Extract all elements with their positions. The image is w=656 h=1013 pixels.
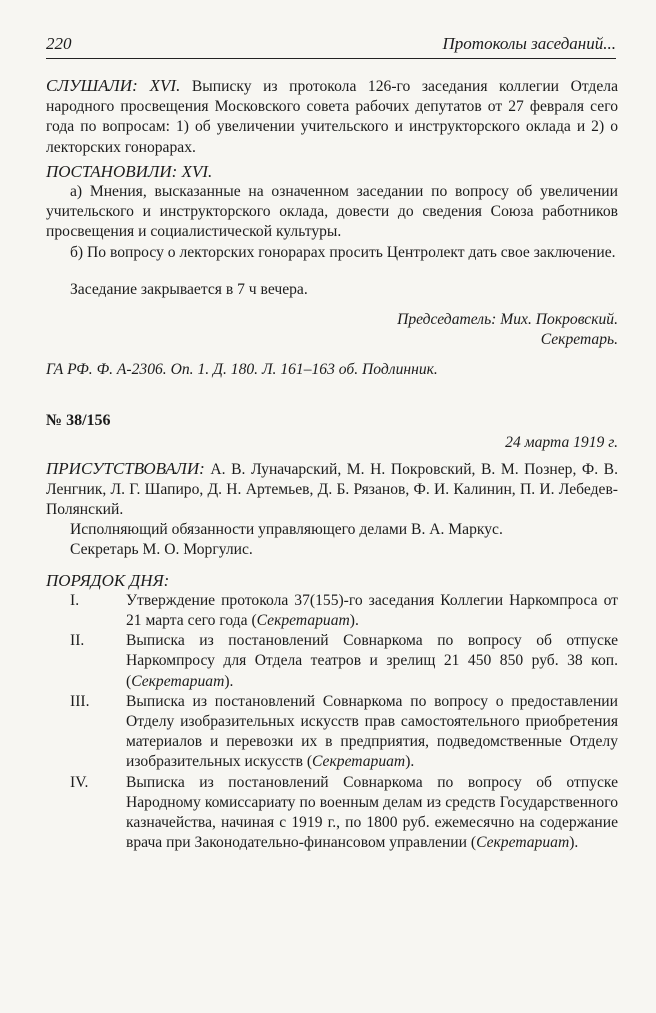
chairman-signature: Председатель: Мих. Покровский.: [397, 311, 618, 329]
agenda-list: [46, 591, 618, 854]
agenda-item-text: Выписка из постановлений Совнаркома по вопросу об отпуске Наркомпросу для Отдела театров и зрелищ 21 450 850 руб. 38 коп. (Секретариат).: [126, 632, 618, 690]
agenda-item-text: Выписка из постановлений Совнаркома по вопросу об отпуске Народному комиссариату по военным делам из средств Государственного казначейства, начиная с 1919 г., по 1800 руб. ежемесячно на содержание врача при Законодательно-финансовом управлении (Секретариат).: [126, 773, 618, 852]
agenda-item: [46, 591, 618, 631]
decision-a: а) Мнения, высказанные на означенном заседании по вопросу об увеличении учительского и инструкторского оклада, довести до сведения Союза работников просвещения и социалистической культуры.: [46, 183, 618, 241]
present-label: ПРИСУТСТВОВАЛИ:: [46, 458, 205, 478]
agenda-item-text: Утверждение протокола 37(155)-го заседания Коллегии Наркомпроса от 21 марта сего года (Секретариат).: [126, 591, 618, 630]
agenda-item-number: I.: [70, 591, 80, 609]
secretary-line: Секретарь М. О. Моргулис.: [70, 541, 253, 559]
agenda-item: [46, 773, 618, 854]
page-content: [46, 76, 618, 854]
page-number: 220: [46, 34, 72, 53]
document-date-row: [46, 431, 618, 453]
decided-label: ПОСТАНОВИЛИ: XVI.: [46, 161, 213, 181]
agenda-item-number: IV.: [70, 773, 89, 791]
document-number: № 38/156: [46, 411, 111, 429]
document-date: 24 марта 1919 г.: [505, 433, 618, 451]
agenda-item-ref: Секретариат: [312, 753, 406, 771]
running-title: Протоколы заседаний...: [442, 34, 616, 53]
agenda-item-ref: Секретариат: [131, 672, 225, 690]
document-header: [46, 411, 618, 433]
agenda-item-ref: Секретариат: [476, 834, 570, 852]
agenda-item-text: Выписка из постановлений Совнаркома по вопросу о предоставлении Отделу изобразительных искусств прав самостоятельного приобретения материалов и перевозки их в предприятия, подведомственные Отделу изобразительных искусств (Секретариат).: [126, 692, 618, 771]
closing-line: Заседание закрывается в 7 ч вечера.: [70, 280, 308, 298]
archive-source: ГА РФ. Ф. А-2306. Оп. 1. Д. 180. Л. 161–163 об. Подлинник.: [46, 361, 438, 379]
decision-b: б) По вопросу о лекторских гонорарах просить Центролект дать свое заключение.: [70, 243, 616, 261]
secretary-signature: Секретарь.: [540, 331, 618, 349]
heard-paragraph: [46, 76, 618, 158]
present-names: А. В. Луначарский, М. Н. Покровский, В. М. Познер, Ф. В. Ленгник, Л. Г. Шапиро, Д. Н. Артемьев, Д. Б. Рязанов, Ф. И. Калинин, П. И. Лебедев-Полянский.: [46, 460, 618, 519]
agenda-item: [46, 692, 618, 773]
agenda-item: [46, 631, 618, 692]
agenda-item-number: II.: [70, 632, 85, 650]
page-header: [46, 28, 616, 59]
agenda-item-number: III.: [70, 692, 90, 710]
heard-text: Выписку из протокола 126-го заседания коллегии Отдела народного просвещения Московского совета рабочих депутатов от 27 февраля сего года по вопросам: 1) об увеличении учительского и инструкторского оклада и 2) о лекторских гонорарах.: [46, 78, 618, 156]
agenda-label: ПОРЯДОК ДНЯ:: [46, 570, 170, 590]
acting-manager: Исполняющий обязанности управляющего делами В. А. Маркус.: [70, 521, 503, 539]
agenda-item-ref: Секретариат: [256, 612, 350, 630]
heard-label: СЛУШАЛИ: XVI.: [46, 76, 181, 95]
present-paragraph: [46, 459, 618, 521]
